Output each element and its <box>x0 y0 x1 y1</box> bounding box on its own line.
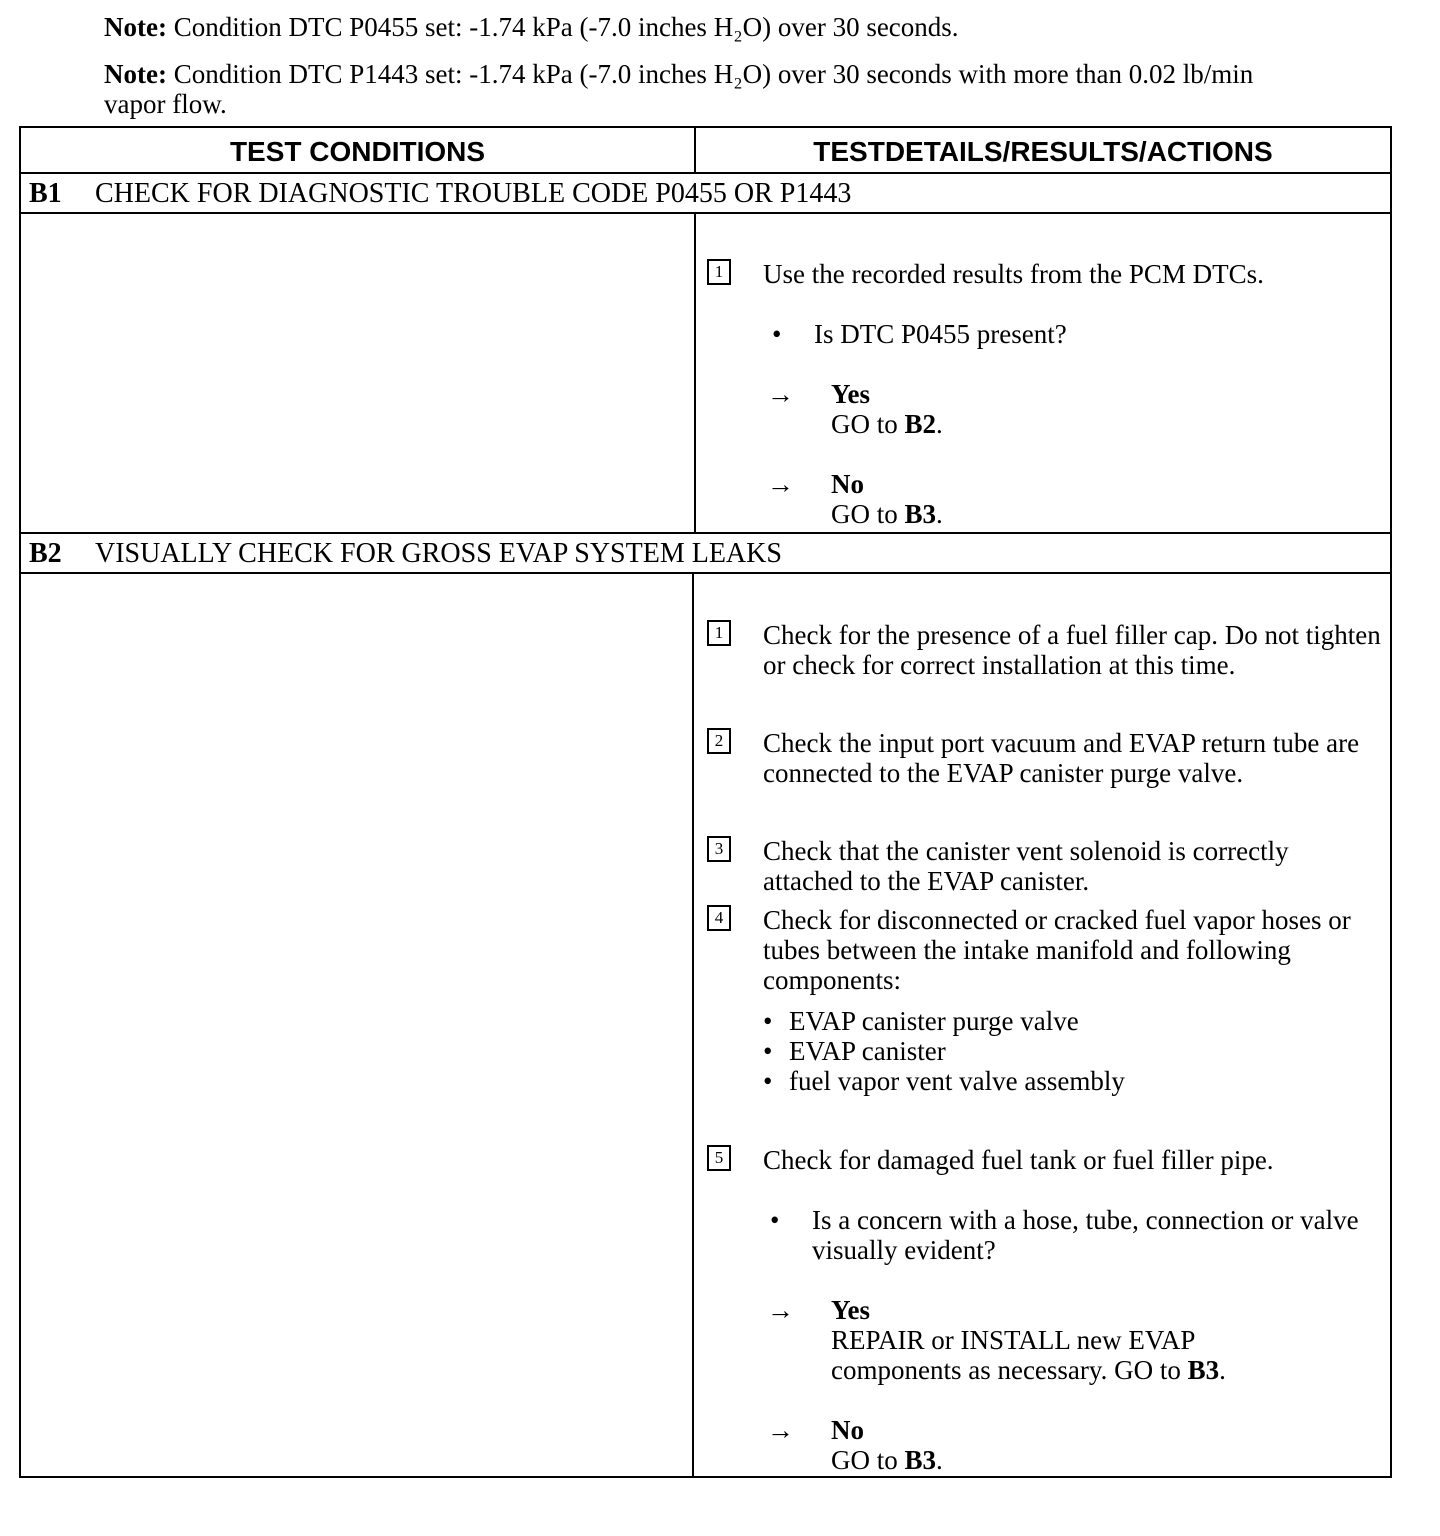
step-text: Check that the canister vent solenoid is correctly attached to the EVAP canister. <box>763 836 1289 896</box>
arrow-icon: → <box>767 379 794 409</box>
answer-action: REPAIR or INSTALL new EVAP components as necessary. GO to B3. <box>831 1325 1226 1385</box>
step-text: Check for disconnected or cracked fuel vapor hoses or tubes between the intake manifold and following components: <box>763 905 1351 995</box>
note-text: Condition DTC P0455 set: -1.74 kPa (-7.0 inches H₂O) over 30 seconds. <box>166 12 959 42</box>
arrow-icon: → <box>767 1295 794 1325</box>
note-text: Condition DTC P1443 set: -1.74 kPa (-7.0 inches H₂O) over 30 seconds with more than 0.02 lb/min vapor flow. <box>104 59 1254 119</box>
section-id: B2 <box>29 538 62 569</box>
column-divider <box>694 214 696 534</box>
question-text: Is DTC P0455 present? <box>814 319 1067 349</box>
column-header-test-conditions: TEST CONDITIONS <box>229 136 486 167</box>
question-text: Is a concern with a hose, tube, connection or valve visually evident? <box>812 1205 1359 1265</box>
arrow-icon: → <box>767 1415 794 1445</box>
step-number: 1 <box>707 620 731 646</box>
answer-label: Yes <box>831 379 870 409</box>
column-header-test-details: TESTDETAILS/RESULTS/ACTIONS <box>813 136 1273 167</box>
answer-action: GO to B3. <box>831 1445 943 1475</box>
answer-action: GO to B3. <box>831 499 943 529</box>
section-header-b1 <box>29 178 1382 210</box>
answer-label: No <box>831 1415 864 1445</box>
divider <box>21 572 1390 574</box>
step-number: 5 <box>707 1145 731 1171</box>
answer-label: Yes <box>831 1295 870 1325</box>
section-title: VISUALLY CHECK FOR GROSS EVAP SYSTEM LEAKS <box>95 538 782 569</box>
step-text: Check the input port vacuum and EVAP return tube are connected to the EVAP canister purge valve. <box>763 728 1360 788</box>
step-text: Check for the presence of a fuel filler cap. Do not tighten or check for correct installation at this time. <box>763 620 1381 680</box>
bullet: • <box>770 1205 780 1235</box>
diagnostic-table: TEST CONDITIONS TESTDETAILS/RESULTS/ACTIONS B1 CHECK FOR DIAGNOSTIC TROUBLE CODE P0455 OR P1443 1 Use the recorded results from the PCM DTCs. • Is DTC P0455 present? → Yes GO to B2. → No GO to B3. B2 VISUALLY CHECK FOR GROSS EVAP SYSTEM LEAKS 1 Check for the presence of a fuel filler cap. Do not tighten or check for correct installation at this time. 2 Check the input port vacuum and EVAP return tube are connected to the EVAP canister purge valve. 3 Check that the canister vent solenoid is correctly attached to the EVAP canister. 4 Check for disconnected or cracked fuel vapor hoses or tubes between the intake manifold and following components: • EVAP canister purge valve • EVAP canister • fuel vapor vent valve assembly 5 Check for damaged fuel tank or fuel filler pipe. • Is a concern with a hose, tube, connection or valve visually evident? → Yes REPAIR or INSTALL new EVAP components as necessary. GO to B3. → No GO to B3. <box>19 126 1392 1478</box>
section-title: CHECK FOR DIAGNOSTIC TROUBLE CODE P0455 OR P1443 <box>95 178 852 209</box>
divider <box>21 172 1390 174</box>
step-number: 3 <box>707 836 731 862</box>
divider <box>21 212 1390 214</box>
step-number: 4 <box>707 905 731 931</box>
note-p1443 <box>104 59 1304 119</box>
section-header-b2 <box>29 538 1382 570</box>
answer-label: No <box>831 469 864 499</box>
arrow-icon: → <box>767 469 794 499</box>
divider <box>21 532 1390 534</box>
column-divider <box>692 574 694 1478</box>
bullet: • <box>772 319 782 349</box>
step-number: 2 <box>707 728 731 754</box>
note-p0455 <box>104 12 1304 42</box>
note-label: Note: <box>104 59 167 89</box>
step-number: 1 <box>707 259 731 285</box>
answer-action: GO to B2. <box>831 409 943 439</box>
note-label: Note: <box>104 12 167 42</box>
section-id: B1 <box>29 178 62 209</box>
step-text: Check for damaged fuel tank or fuel filler pipe. <box>763 1145 1274 1175</box>
step-text: Use the recorded results from the PCM DTCs. <box>763 259 1264 289</box>
